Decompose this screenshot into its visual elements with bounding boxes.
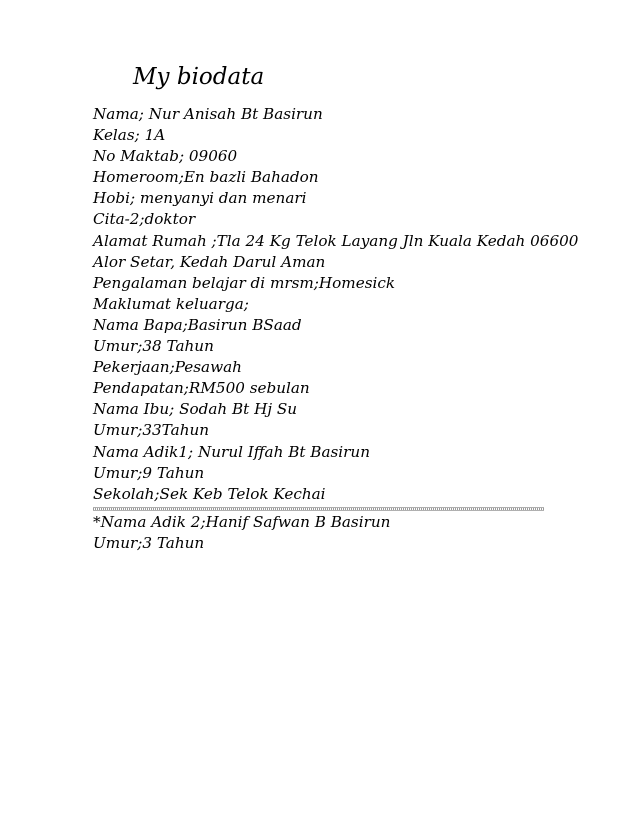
text-line-father-age: Umur;38 Tahun — [93, 337, 214, 356]
text-line-address-continued: Alor Setar, Kedah Darul Aman — [93, 252, 326, 271]
text-line-experience: Pengalaman belajar di mrsm;Homesick — [93, 273, 396, 292]
text-line-homeroom: Homeroom;En bazli Bahadon — [93, 168, 319, 187]
biodata-lines-after-divider — [93, 512, 593, 554]
text-line-sibling1-age: Umur;9 Tahun — [93, 463, 205, 482]
text-line-class: Kelas; 1A — [93, 126, 166, 145]
text-line-sibling2-name: *Nama Adik 2;Hanif Safwan B Basirun — [93, 513, 391, 531]
text-line-sibling1-name: Nama Adik1; Nurul Iffah Bt Basirun — [93, 442, 370, 461]
text-line-father-income: Pendapatan;RM500 sebulan — [93, 379, 310, 398]
text-line-father-job: Pekerjaan;Pesawah — [93, 358, 242, 377]
text-line-sibling2-age: Umur;3 Tahun — [93, 534, 205, 553]
text-line-mother-age: Umur;33Tahun — [93, 421, 210, 440]
text-line-sibling1-school: Sekolah;Sek Keb Telok Kechai — [93, 484, 326, 503]
text-line-address: Alamat Rumah ;Tla 24 Kg Telok Layang Jln Kuala Kedah 06600 — [93, 231, 579, 250]
text-line-family-heading: Maklumat keluarga; — [93, 294, 249, 313]
text-line-hobby: Hobi; menyanyi dan menari — [93, 189, 307, 208]
text-line-name: Nama; Nur Anisah Bt Basirun — [93, 105, 323, 123]
biodata-lines — [93, 104, 593, 505]
text-line-father-name: Nama Bapa;Basirun BSaad — [93, 315, 302, 334]
text-line-mother-name: Nama Ibu; Sodah Bt Hj Su — [93, 400, 298, 419]
document-title: My biodata — [133, 64, 265, 90]
section-divider — [93, 507, 544, 511]
text-line-ambition: Cita-2;doktor — [93, 210, 196, 229]
text-line-college-number: No Maktab; 09060 — [93, 147, 238, 166]
